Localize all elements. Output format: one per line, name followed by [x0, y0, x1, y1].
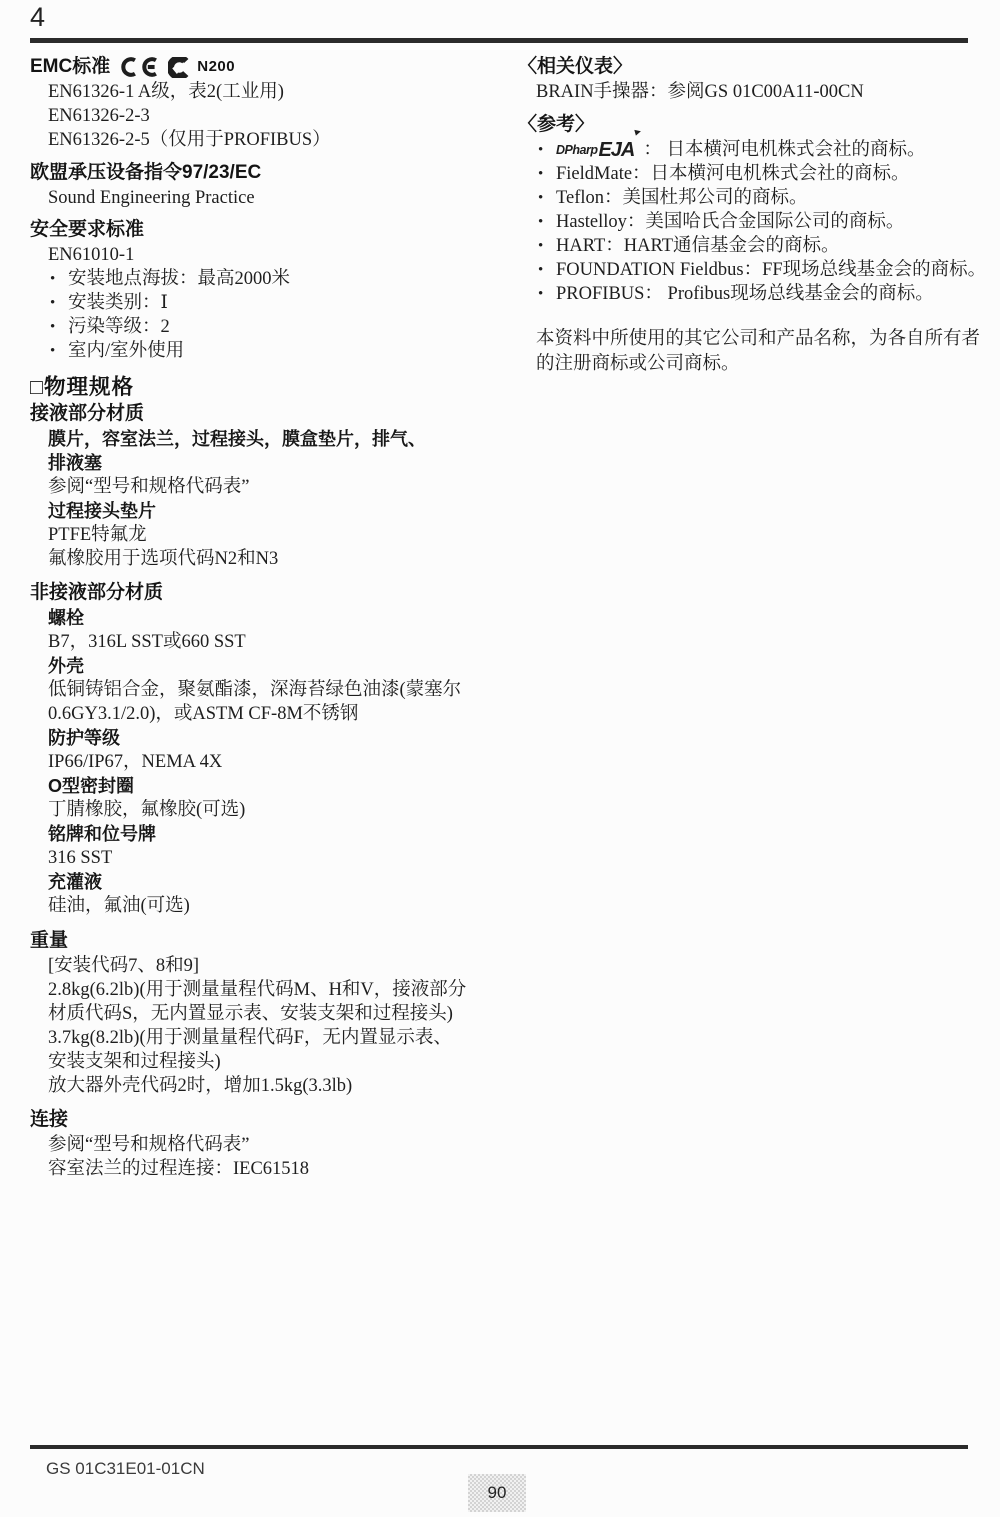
spec-line: 硅油，氟油(可选) — [48, 896, 190, 916]
line-text: Hastelloy：美国哈氏合金国际公司的商标。 — [556, 212, 905, 232]
bullet-icon: • — [538, 286, 544, 302]
spec-line: 低铜铸铝合金，聚氨酯漆，深海苔绿色油漆(蒙塞尔 — [48, 680, 462, 700]
spec-line: EN61326-2-5（仅用于PROFIBUS） — [48, 130, 331, 150]
page-number-badge: 90 — [468, 1474, 526, 1512]
bullet-line — [30, 339, 502, 363]
spec-line: 316 SST — [48, 848, 113, 868]
spec-line: 3.7kg(8.2lb)(用于测量量程代码F，无内置显示表、 — [48, 1028, 452, 1048]
eja-logo: EJA — [598, 139, 635, 161]
ctick-mark-icon — [168, 57, 189, 78]
emc-heading-text: EMC标准 — [30, 56, 111, 77]
left-column — [30, 54, 502, 1181]
bullet-line — [30, 267, 502, 291]
spec-line: 0.6GY3.1/2.0)，或ASTM CF-8M不锈钢 — [48, 704, 359, 724]
bullet-icon: • — [538, 214, 544, 230]
bullet-line — [518, 258, 996, 282]
bullet-line — [518, 162, 996, 186]
bullet-icon: • — [50, 319, 56, 335]
spec-line: 安装支架和过程接头) — [48, 1052, 221, 1072]
left-column-lines — [30, 80, 502, 1181]
spec-sublabel: O型密封圈 — [48, 776, 135, 796]
spec-sublabel: 螺栓 — [48, 608, 84, 628]
spec-sublabel: 充灌液 — [48, 872, 102, 892]
line-text: ： 日本横河电机株式会社的商标。 — [643, 140, 926, 160]
bullet-icon: • — [538, 190, 544, 206]
spec-sublabel: 排液塞 — [48, 453, 102, 473]
section-heading: 欧盟承压设备指令97/23/EC — [30, 162, 262, 183]
spec-line: PTFE特氟龙 — [48, 525, 147, 545]
bullet-icon: • — [50, 295, 56, 311]
spec-line: 参阅“型号和规格代码表” — [48, 477, 250, 497]
bullet-line — [518, 138, 996, 162]
line-text: 室内/室外使用 — [68, 341, 185, 361]
bullet-line — [518, 282, 996, 306]
bullet-icon: • — [50, 343, 56, 359]
spec-line: 2.8kg(6.2lb)(用于测量量程代码M、H和V，接液部分 — [48, 980, 467, 1000]
line-text: HART：HART通信基金会的商标。 — [556, 236, 840, 256]
bullet-icon: • — [538, 166, 544, 182]
line-text: 安装类别：Ⅰ — [68, 293, 168, 313]
spec-line: [安装代码7、8和9] — [48, 956, 200, 976]
line-text: FOUNDATION Fieldbus：FF现场总线基金会的商标。 — [556, 260, 987, 280]
spec-sublabel: 防护等级 — [48, 728, 120, 748]
section-heading: 连接 — [30, 1109, 69, 1130]
spec-line: 氟橡胶用于选项代码N2和N3 — [48, 549, 279, 569]
bullet-icon: • — [50, 271, 56, 287]
bullet-line — [518, 234, 996, 258]
line-text: PROFIBUS： Profibus现场总线基金会的商标。 — [556, 284, 934, 304]
section-heading: 接液部分材质 — [30, 403, 145, 424]
section-heading: 〈相关仪表〉 — [518, 56, 633, 77]
spec-line: EN61010-1 — [48, 245, 135, 265]
bullet-line — [30, 291, 502, 315]
ce-mark-icon — [118, 56, 160, 78]
line-text: 污染等级：2 — [68, 317, 170, 337]
bullet-line — [518, 186, 996, 210]
spec-line: EN61326-1 A级，表2(工业用) — [48, 82, 284, 102]
spec-line: 丁腈橡胶，氟橡胶(可选) — [48, 800, 246, 820]
bullet-icon: • — [538, 262, 544, 278]
spec-line: 参阅“型号和规格代码表” — [48, 1135, 250, 1155]
spec-sublabel: 膜片，容室法兰，过程接头，膜盒垫片，排气、 — [48, 429, 426, 449]
line-text: FieldMate：日本横河电机株式会社的商标。 — [556, 164, 910, 184]
header-rule — [30, 38, 968, 43]
section-heading: 安全要求标准 — [30, 219, 145, 240]
ctick-number: N200 — [197, 58, 236, 75]
spec-line: B7，316L SST或660 SST — [48, 632, 246, 652]
document-code: GS 01C31E01-01CN — [46, 1459, 205, 1478]
spec-line: 放大器外壳代码2时，增加1.5kg(3.3lb) — [48, 1076, 353, 1096]
section-heading: 非接液部分材质 — [30, 582, 164, 603]
spec-line: 材质代码S，无内置显示表、安装支架和过程接头) — [48, 1004, 453, 1024]
chapter-number: 4 — [30, 2, 46, 32]
section-heading: 〈参考〉 — [518, 114, 595, 135]
bullet-line — [518, 210, 996, 234]
spec-line: BRAIN手操器：参阅GS 01C00A11-00CN — [536, 82, 864, 102]
bullet-icon: • — [538, 238, 544, 254]
paragraph: 本资料中所使用的其它公司和产品名称，为各自所有者的注册商标或公司商标。 — [536, 329, 981, 374]
spec-sublabel: 过程接头垫片 — [48, 501, 156, 521]
section-heading-emc — [30, 54, 502, 80]
spec-sublabel: 铭牌和位号牌 — [48, 824, 156, 844]
spec-line: EN61326-2-3 — [48, 106, 150, 126]
bullet-icon: • — [538, 142, 544, 158]
dpharp-logo: DPharp — [556, 143, 598, 157]
section-heading: 重量 — [30, 930, 69, 951]
line-text: 安装地点海拔：最高2000米 — [68, 269, 291, 289]
spec-line: 容室法兰的过程连接：IEC61518 — [48, 1159, 310, 1179]
right-column — [518, 54, 996, 376]
line-text: Teflon：美国杜邦公司的商标。 — [556, 188, 808, 208]
section-heading: □物理规格 — [30, 375, 134, 399]
bullet-line — [30, 315, 502, 339]
spec-line: Sound Engineering Practice — [48, 188, 255, 208]
footer-rule — [30, 1445, 968, 1449]
spec-line: IP66/IP67，NEMA 4X — [48, 752, 223, 772]
right-column-lines — [518, 54, 996, 376]
spec-sublabel: 外壳 — [48, 656, 84, 676]
